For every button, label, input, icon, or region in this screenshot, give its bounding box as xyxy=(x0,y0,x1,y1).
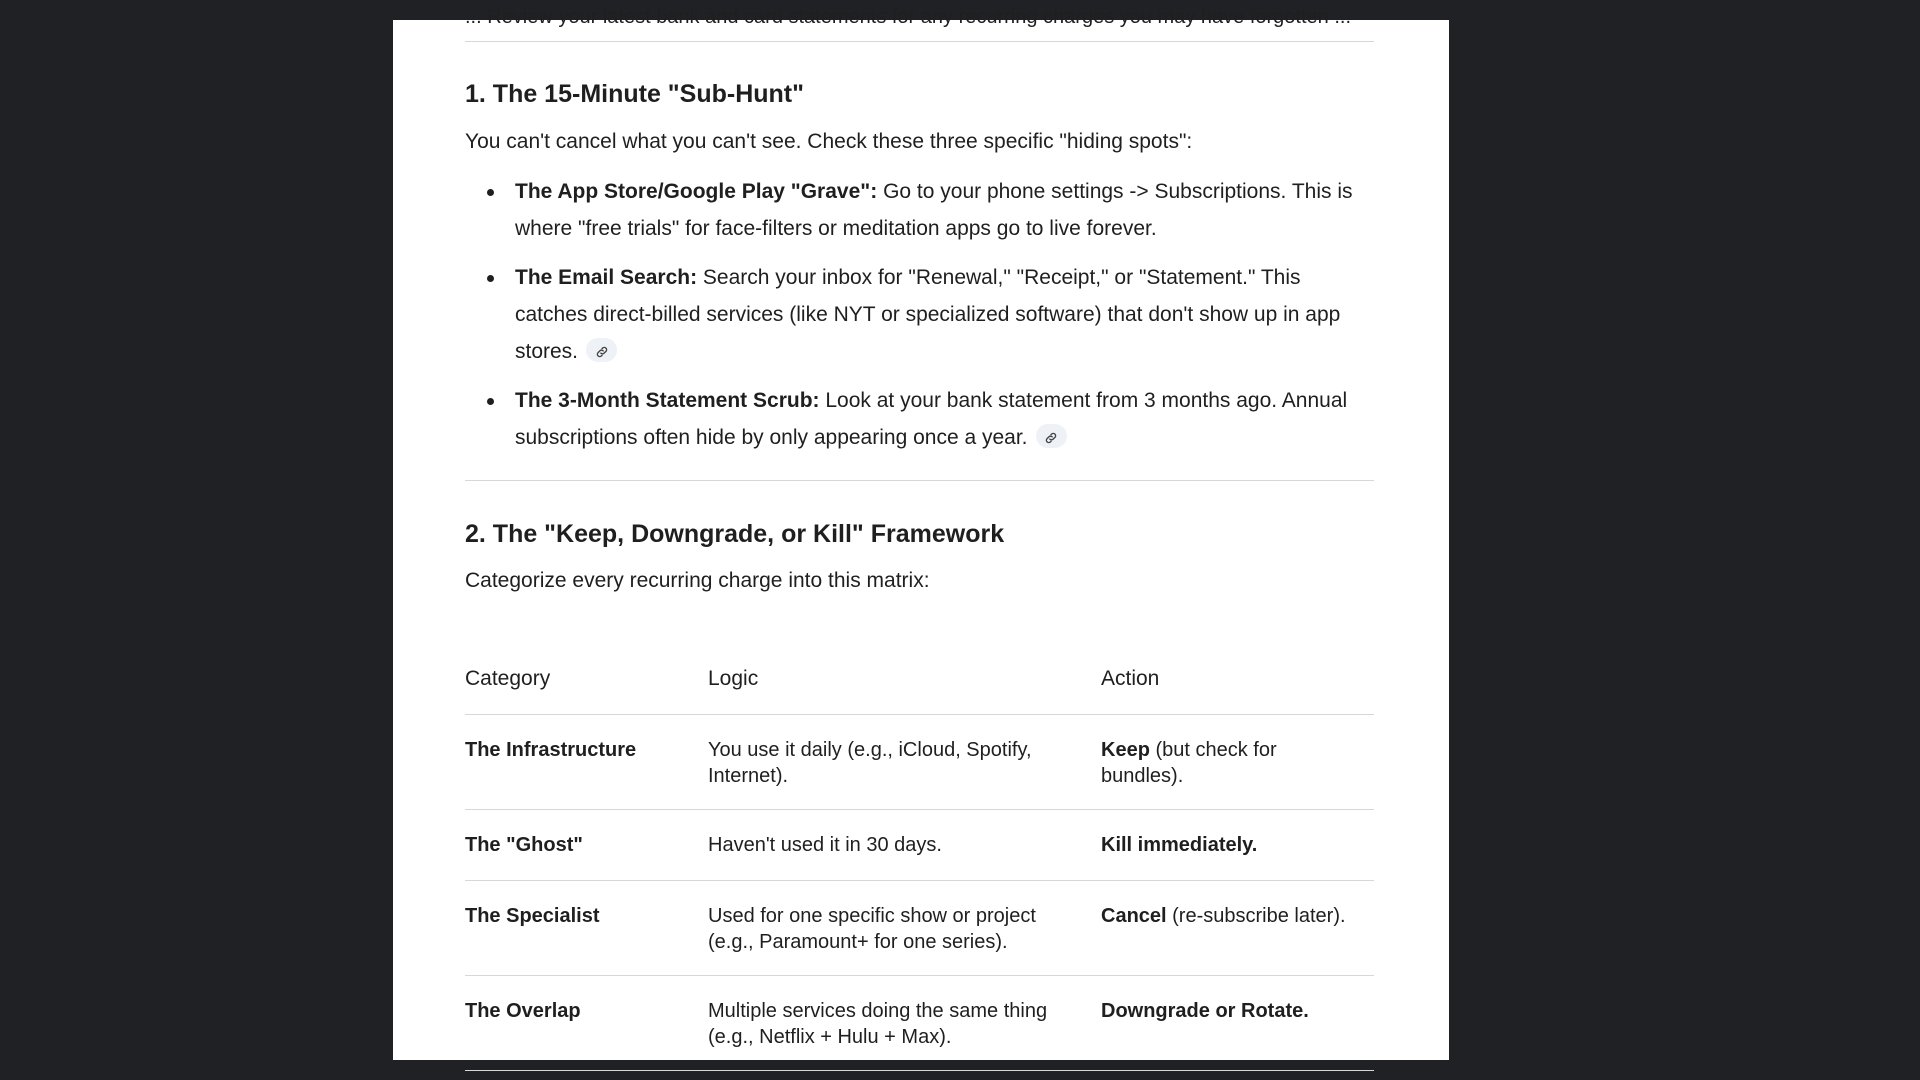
category-cell: The Specialist xyxy=(465,905,600,927)
section-heading-framework: 2. The "Keep, Downgrade, or Kill" Framework xyxy=(465,520,1005,548)
list-item-text: stores. xyxy=(515,340,579,363)
logic-text: Used for one specific show or project xyxy=(708,905,1036,927)
action-cell xyxy=(1101,903,1381,929)
category-cell: The Infrastructure xyxy=(465,739,637,761)
source-link-chip[interactable] xyxy=(1036,424,1067,448)
column-header-action: Action xyxy=(1101,667,1160,690)
list-item-text: subscriptions often hide by only appearing once a year. xyxy=(515,426,1028,449)
category-cell: The "Ghost" xyxy=(465,834,583,856)
logic-cell xyxy=(708,903,1078,955)
table-row xyxy=(465,715,1374,810)
section-heading-sub-hunt: 1. The 15-Minute "Sub-Hunt" xyxy=(465,80,804,108)
source-link-chip[interactable] xyxy=(586,338,617,362)
action-text: (re-subscribe later). xyxy=(1166,905,1346,927)
action-verb: Cancel xyxy=(1101,905,1167,927)
logic-text: You use it daily (e.g., iCloud, Spotify, xyxy=(708,739,1032,761)
list-item-text: Search your inbox for "Renewal," "Receipt," or "Statement." This xyxy=(702,266,1301,289)
section-divider xyxy=(465,480,1374,481)
list-item xyxy=(465,382,1374,456)
table-header-row xyxy=(465,640,1374,715)
column-header-logic: Logic xyxy=(708,667,759,690)
logic-text: Multiple services doing the same thing xyxy=(708,1000,1048,1022)
document-page xyxy=(393,6,1449,1060)
list-item-title: The App Store/Google Play "Grave": xyxy=(515,180,878,203)
logic-cell xyxy=(708,737,1078,789)
action-text: bundles). xyxy=(1101,765,1184,787)
logic-cell xyxy=(708,998,1078,1050)
clipped-previous-text: ... Review your latest bank and card statements for any recurring charges you may have forgotten ... xyxy=(465,6,1351,28)
category-cell: The Overlap xyxy=(465,1000,581,1022)
list-item-title: The Email Search: xyxy=(515,266,698,289)
logic-text: (e.g., Netflix + Hulu + Max). xyxy=(708,1026,952,1048)
list-item-title: The 3-Month Statement Scrub: xyxy=(515,389,820,412)
logic-cell: Haven't used it in 30 days. xyxy=(708,834,942,856)
action-cell xyxy=(1101,737,1381,789)
action-cell: Downgrade or Rotate. xyxy=(1101,1000,1309,1022)
table-row xyxy=(465,976,1374,1071)
section-intro-framework: Categorize every recurring charge into this matrix: xyxy=(465,569,930,592)
list-item xyxy=(465,173,1374,247)
framework-table xyxy=(465,640,1374,1071)
section-intro-sub-hunt: You can't cancel what you can't see. Check these three specific "hiding spots": xyxy=(465,130,1193,153)
list-item xyxy=(465,259,1374,370)
hiding-spots-list xyxy=(465,173,1374,468)
list-item-text: where "free trials" for face-filters or meditation apps go to live forever. xyxy=(515,217,1157,240)
link-icon xyxy=(1044,431,1058,445)
table-row xyxy=(465,810,1374,881)
section-divider xyxy=(465,41,1374,42)
action-cell: Kill immediately. xyxy=(1101,834,1258,856)
link-icon xyxy=(595,345,609,359)
list-item-text: Go to your phone settings -> Subscriptions. This is xyxy=(883,180,1353,203)
list-item-text: Look at your bank statement from 3 months ago. Annual xyxy=(825,389,1348,412)
action-verb: Keep xyxy=(1101,739,1150,761)
column-header-category: Category xyxy=(465,667,551,690)
logic-text: Internet). xyxy=(708,765,789,787)
table-row xyxy=(465,881,1374,976)
logic-text: (e.g., Paramount+ for one series). xyxy=(708,931,1008,953)
action-text: (but check for xyxy=(1149,739,1277,761)
list-item-text: catches direct-billed services (like NYT or specialized software) that don't show up in app xyxy=(515,303,1341,326)
